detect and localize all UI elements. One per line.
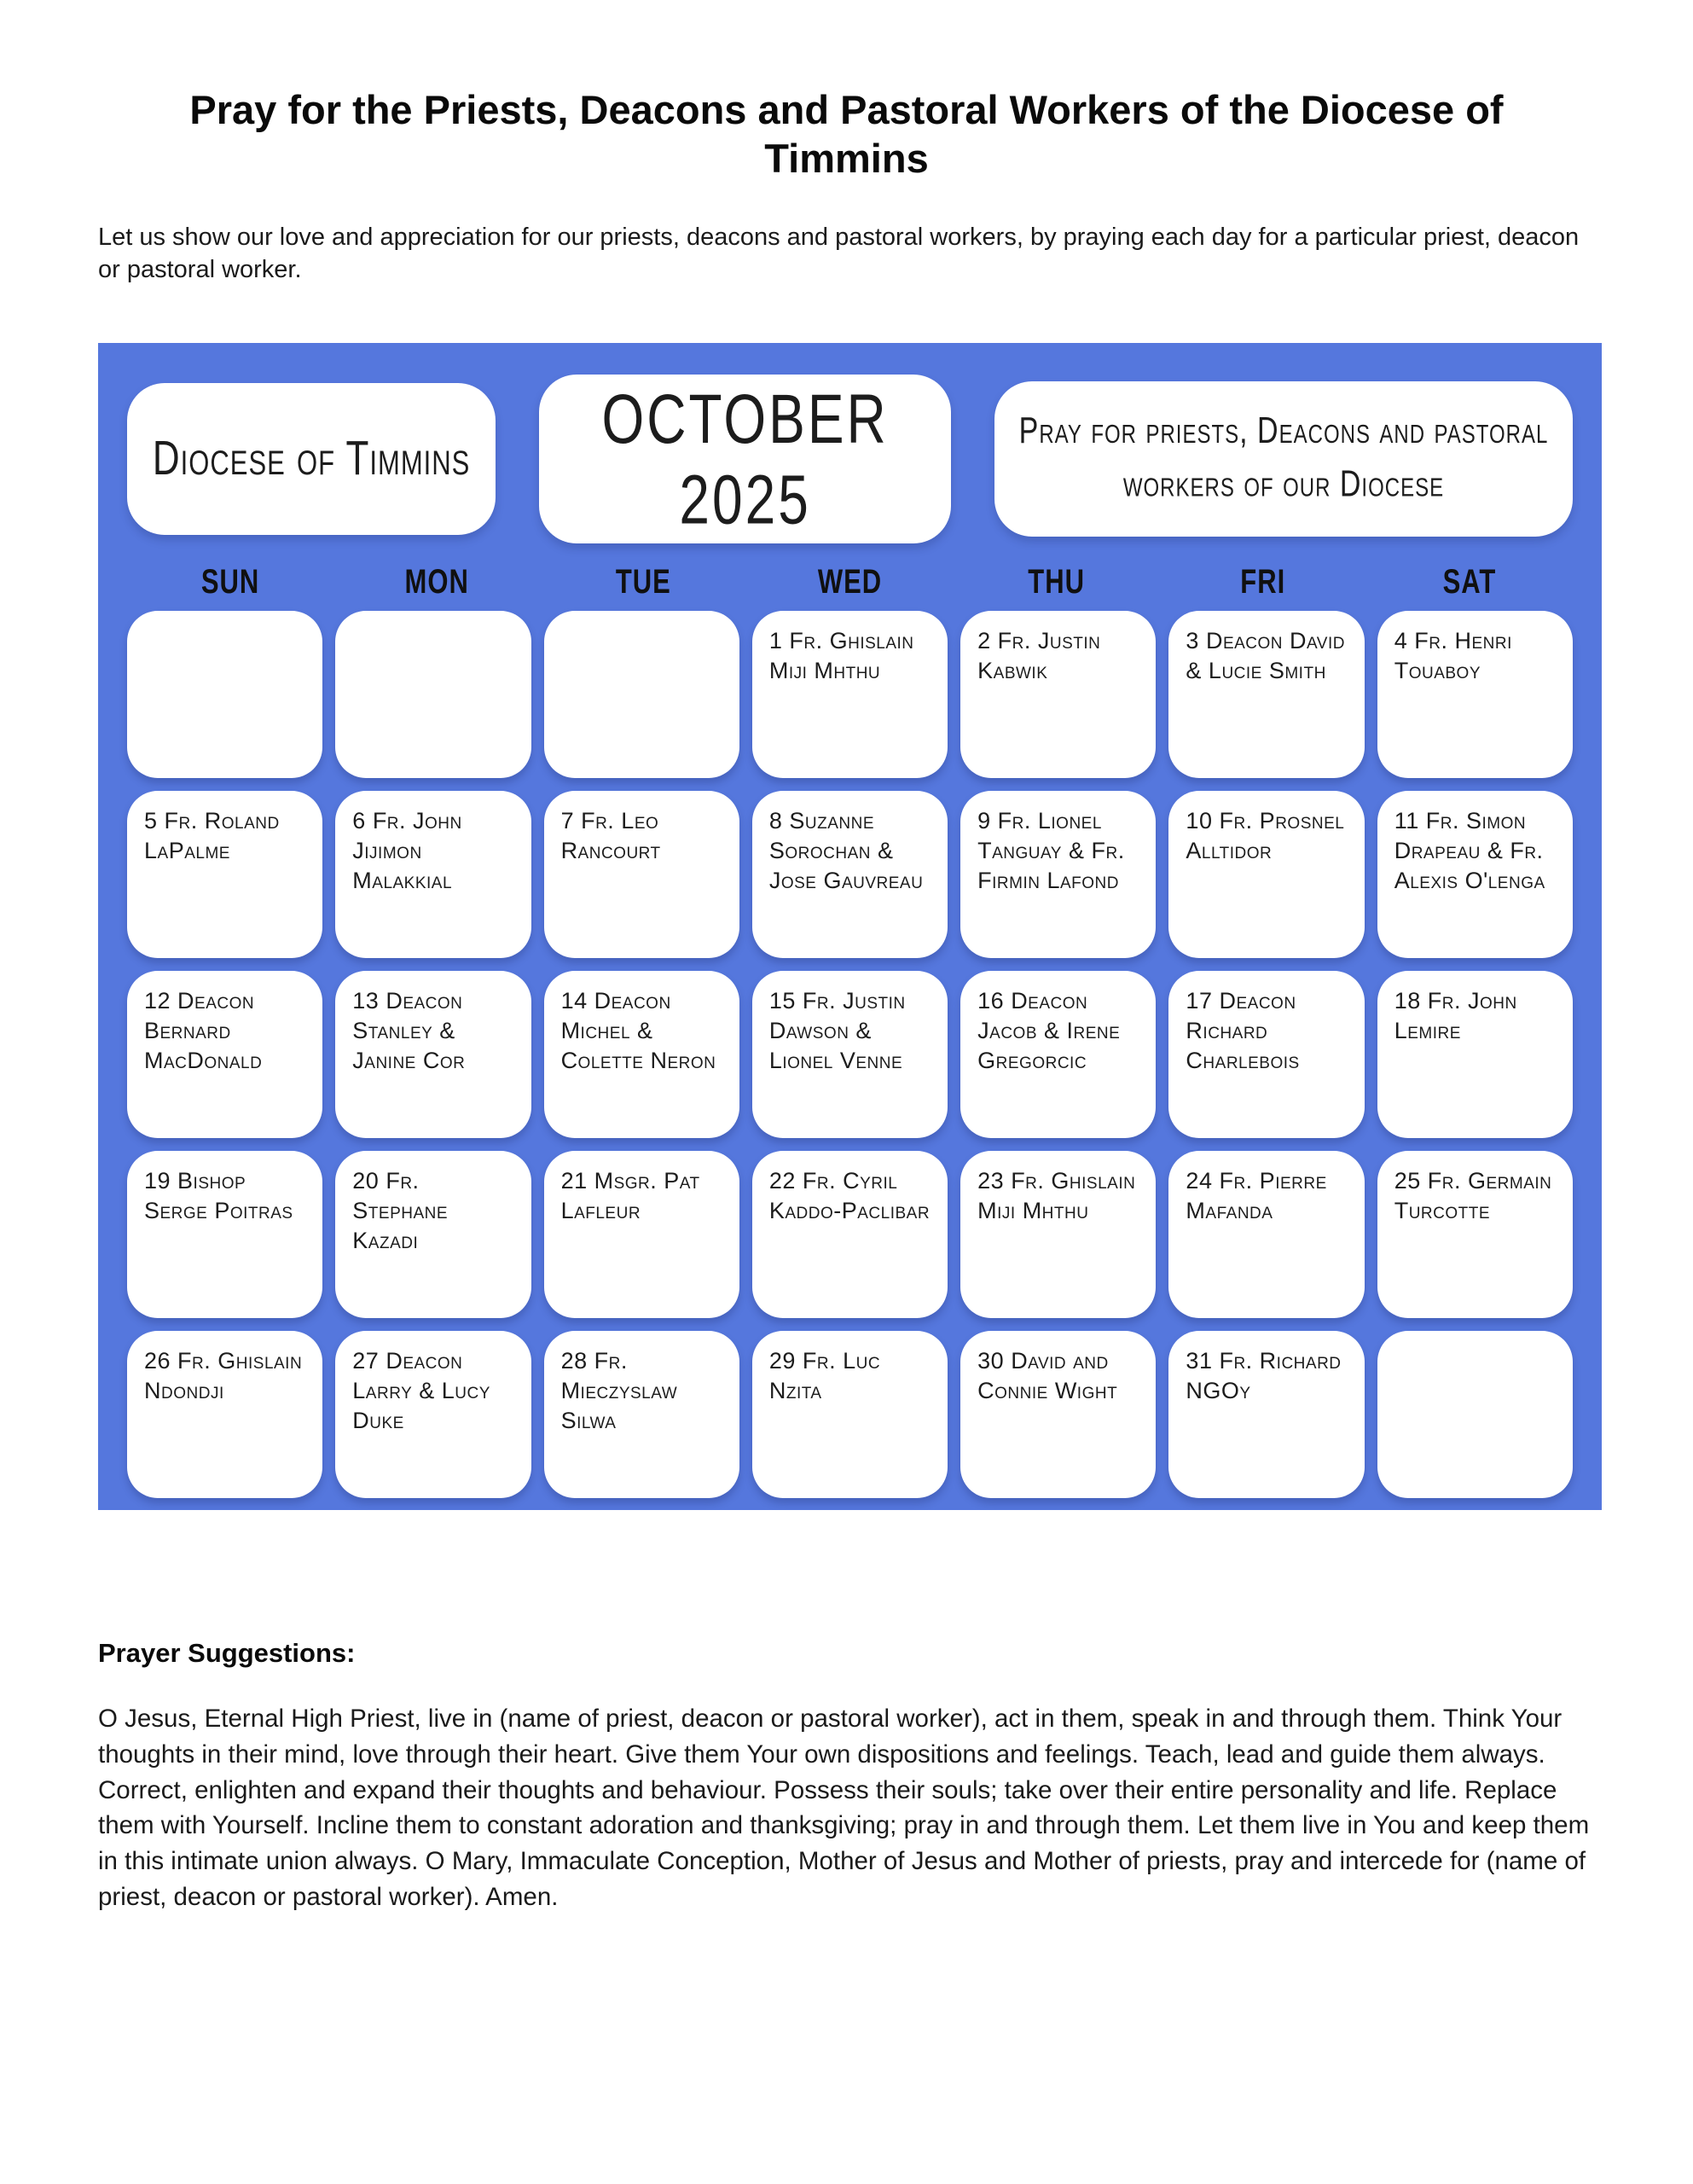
calendar-cell [335, 1331, 531, 1498]
day-header-text: MON [404, 561, 469, 601]
day-number: 18 [1394, 987, 1421, 1014]
day-number: 25 [1394, 1167, 1421, 1194]
day-number: 1 [768, 627, 783, 653]
day-header-label [127, 561, 333, 601]
day-number: 9 [977, 807, 991, 834]
prayer-target-name: Fr. Stephane Kazadi [352, 1167, 449, 1253]
month-label: OCTOBER 2025 [601, 379, 889, 539]
calendar-cell [335, 971, 531, 1138]
day-header-label [333, 561, 540, 601]
prayer-target-name: Deacon David & Lucie Smith [1186, 627, 1345, 683]
prayer-target-name: Deacon Jacob & Irene Gregorcic [977, 987, 1121, 1073]
calendar-cell [1377, 791, 1573, 958]
prayer-target-name: Fr. John Jijimon Malakkial [352, 807, 462, 893]
day-number: 27 [352, 1347, 380, 1374]
prayer-target-name: Fr. Ghislain Ndondji [144, 1347, 303, 1403]
day-number: 3 [1186, 627, 1199, 653]
prayer-target-name: Bishop Serge Poitras [144, 1167, 293, 1223]
calendar-cell [127, 791, 322, 958]
prayer-target-name: Suzanne Sorochan & Jose Gauvreau [768, 807, 924, 893]
calendar-cell [752, 791, 948, 958]
prayer-target-name: Fr. Henri Touaboy [1394, 627, 1512, 683]
day-header-label [746, 561, 953, 601]
day-number: 16 [977, 987, 1005, 1014]
day-number: 21 [560, 1167, 588, 1194]
diocese-label-box [127, 383, 496, 535]
day-number: 10 [1186, 807, 1213, 834]
calendar-cell [1168, 791, 1364, 958]
day-number: 11 [1394, 807, 1419, 834]
calendar-cell [127, 1331, 322, 1498]
calendar-cell [1377, 1331, 1573, 1498]
prayer-target-name: Fr. Roland LaPalme [144, 807, 280, 863]
calendar-cell [335, 1151, 531, 1318]
prayer-target-name: Fr. Justin Kabwik [977, 627, 1101, 683]
day-number: 28 [560, 1347, 588, 1374]
prayer-target-name: Fr. Lionel Tanguay & Fr. Firmin Lafond [977, 807, 1125, 893]
day-header-text: SAT [1442, 561, 1497, 601]
day-number: 17 [1186, 987, 1213, 1014]
calendar-cell [335, 611, 531, 778]
prayer-target-name: Fr. Leo Rancourt [560, 807, 661, 863]
calendar-cell [752, 1331, 948, 1498]
calendar-cell [1168, 971, 1364, 1138]
day-number: 15 [768, 987, 796, 1014]
day-number: 20 [352, 1167, 380, 1194]
prayer-target-name: Fr. Ghislain Miji Mhthu [977, 1167, 1136, 1223]
day-header-text: SUN [200, 561, 260, 601]
prayer-target-name: Fr. Mieczyslaw Silwa [560, 1347, 678, 1433]
prayer-target-name: Fr. Prosnel Alltidor [1186, 807, 1345, 863]
day-number: 7 [560, 807, 575, 834]
day-number: 4 [1394, 627, 1408, 653]
prayer-target-name: Fr. Justin Dawson & Lionel Venne [768, 987, 906, 1073]
day-number: 8 [768, 807, 783, 834]
prayer-suggestions-heading: Prayer Suggestions: [98, 1637, 356, 1668]
calendar-cell [544, 611, 739, 778]
prayer-target-name: Fr. Luc Nzita [768, 1347, 881, 1403]
intro-text: Let us show our love and appreciation for our priests, deacons and pastoral workers, by praying each day for a particular priest, deacon or pastoral worker. [98, 223, 1580, 284]
prayer-target-name: Deacon Larry & Lucy Duke [352, 1347, 490, 1433]
banner-label-box [994, 381, 1573, 537]
calendar-cell [127, 971, 322, 1138]
calendar-cell [544, 1151, 739, 1318]
day-number: 2 [977, 627, 991, 653]
day-header-label [540, 561, 746, 601]
day-number: 23 [977, 1167, 1005, 1194]
page-title: Pray for the Priests, Deacons and Pastoral Workers of the Diocese of Timmins [189, 87, 1504, 182]
day-header-text: WED [817, 561, 883, 601]
day-header-label [1366, 561, 1573, 601]
day-number: 6 [352, 807, 366, 834]
prayer-target-name: Fr. Cyril Kaddo-Paclibar [768, 1167, 931, 1223]
day-number: 30 [977, 1347, 1005, 1374]
day-number: 24 [1186, 1167, 1213, 1194]
day-number: 13 [352, 987, 380, 1014]
day-header-row [127, 561, 1573, 601]
day-number: 31 [1186, 1347, 1213, 1374]
calendar-cell [1168, 1331, 1364, 1498]
prayer-target-name: Deacon Richard Charlebois [1186, 987, 1300, 1073]
calendar-cell [1377, 1151, 1573, 1318]
day-header-label [1160, 561, 1366, 601]
day-number: 26 [144, 1347, 171, 1374]
prayer-target-name: Fr. Richard NGOy [1186, 1347, 1342, 1403]
calendar-cell [960, 1151, 1156, 1318]
calendar [98, 343, 1602, 1510]
calendar-cell [1377, 611, 1573, 778]
calendar-cell [960, 1331, 1156, 1498]
banner-label: Pray for priests, Deacons and pastoral workers of our Diocese [1018, 410, 1549, 506]
calendar-cell [960, 971, 1156, 1138]
prayer-text: O Jesus, Eternal High Priest, live in (name of priest, deacon or pastoral worker), act in them, speak in and through them. Think Your thoughts in their mind, love through their heart. Give them Your own dispositions and feelings. Teach, lead and guide them always. Correct, enlighten and expand their thoughts and behaviour. Possess their souls; take over their entire personality and life. Replace them with Yourself. Incline them to constant adoration and thanksgiving; pray in and through them. Let them live in You and keep them in this intimate union always. O Mary, Immaculate Conception, Mother of Jesus and Mother of priests, pray and intercede for (name of priest, deacon or pastoral worker). Amen. [98, 1704, 1590, 1912]
prayer-target-name: Msgr. Pat Lafleur [560, 1167, 700, 1223]
day-number: 29 [768, 1347, 796, 1374]
month-label-box [539, 375, 951, 543]
day-header-text: TUE [615, 561, 671, 601]
prayer-target-name: Deacon Bernard MacDonald [144, 987, 263, 1073]
calendar-grid [127, 611, 1573, 1498]
day-number: 22 [768, 1167, 796, 1194]
calendar-cell [1377, 971, 1573, 1138]
diocese-label: Diocese of Timmins [152, 431, 471, 485]
calendar-cell [544, 971, 739, 1138]
prayer-target-name: David and Connie Wight [977, 1347, 1118, 1403]
calendar-cell [335, 791, 531, 958]
day-number: 19 [144, 1167, 171, 1194]
calendar-cell [752, 971, 948, 1138]
calendar-cell [127, 1151, 322, 1318]
day-header-label [954, 561, 1160, 601]
prayer-target-name: Fr. John Lemire [1394, 987, 1517, 1043]
calendar-cell [127, 611, 322, 778]
prayer-target-name: Fr. Simon Drapeau & Fr. Alexis O'lenga [1394, 807, 1545, 893]
calendar-cell [1168, 611, 1364, 778]
prayer-target-name: Deacon Stanley & Janine Cor [352, 987, 466, 1073]
prayer-target-name: Fr. Pierre Mafanda [1186, 1167, 1327, 1223]
prayer-target-name: Deacon Michel & Colette Neron [560, 987, 716, 1073]
day-number: 5 [144, 807, 158, 834]
calendar-cell [960, 611, 1156, 778]
calendar-cell [1168, 1151, 1364, 1318]
prayer-target-name: Fr. Ghislain Miji Mhthu [768, 627, 914, 683]
calendar-header [127, 374, 1573, 544]
calendar-cell [960, 791, 1156, 958]
day-header-text: THU [1028, 561, 1085, 601]
calendar-cell [752, 1151, 948, 1318]
calendar-cell [544, 791, 739, 958]
prayer-target-name: Fr. Germain Turcotte [1394, 1167, 1552, 1223]
day-number: 12 [144, 987, 171, 1014]
day-header-text: FRI [1240, 561, 1286, 601]
calendar-cell [752, 611, 948, 778]
day-number: 14 [560, 987, 588, 1014]
calendar-cell [544, 1331, 739, 1498]
